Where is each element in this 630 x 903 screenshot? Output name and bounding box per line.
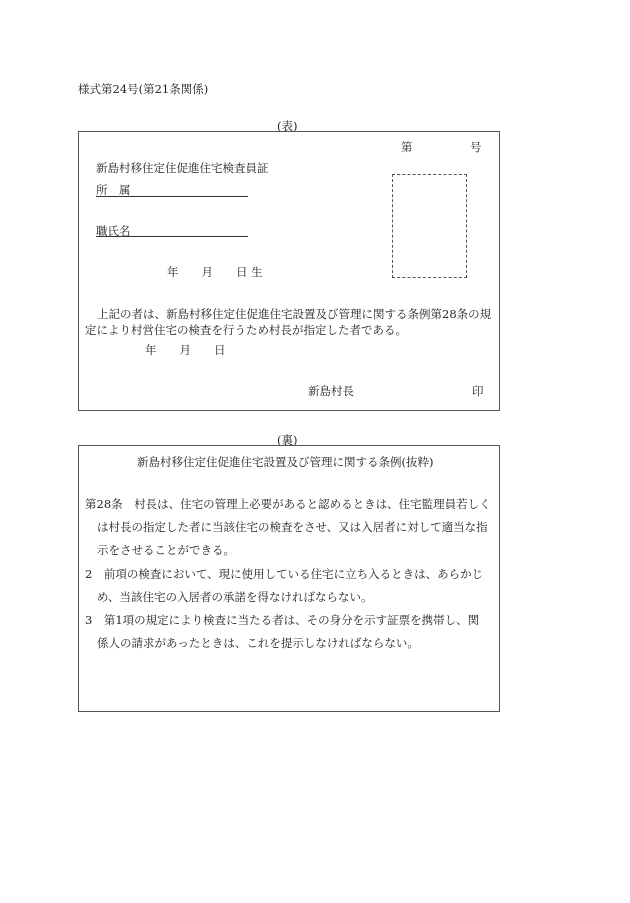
back-side-label: (裏): [277, 433, 298, 447]
paragraph-2-line-2: め、当該住宅の入居者の承諾を得なければならない。: [97, 590, 373, 604]
paragraph-2-line-1: 2 前項の検査において、現に使用している住宅に立ち入るときは、あらかじ: [85, 567, 484, 581]
card-title: 新島村移住定住促進住宅検査員証: [96, 161, 269, 175]
paragraph-3-line-2: 係人の請求があったときは、これを提示しなければならない。: [97, 636, 419, 650]
affiliation-label: 所 属: [96, 183, 131, 197]
issue-date: 年 月 日: [145, 343, 226, 357]
article-28-line-1: 第28条 村長は、住宅の管理上必要があると認めるときは、住宅監理員若しく: [85, 497, 491, 511]
article-28-line-2: は村長の指定した者に当該住宅の検査をさせ、又は入居者に対して適当な指: [97, 520, 488, 534]
name-label: 職氏名: [96, 224, 131, 238]
birth-date: 年 月 日 生: [167, 265, 263, 279]
front-side-label: (表): [277, 119, 298, 133]
front-card: [78, 131, 500, 411]
statement-line-2: 定により村営住宅の検査を行うため村長が指定した者である。: [85, 323, 407, 337]
article-28-line-3: 示をさせることができる。: [97, 543, 235, 557]
back-card: [78, 445, 500, 712]
issuer: 新島村長: [308, 384, 354, 398]
statement-line-1: 上記の者は、新島村移住定住促進住宅設置及び管理に関する条例第28条の規: [97, 307, 492, 321]
form-number-header: 様式第24号(第21条関係): [78, 82, 209, 96]
photo-placeholder: [392, 174, 467, 278]
ordinance-title: 新島村移住定住促進住宅設置及び管理に関する条例(抜粋): [137, 455, 434, 469]
seal-mark: 印: [472, 384, 484, 398]
affiliation-underline: [96, 196, 248, 197]
paragraph-3-line-1: 3 第1項の規定により検査に当たる者は、その身分を示す証票を携帯し、関: [85, 613, 480, 627]
name-underline: [96, 236, 248, 237]
number-suffix: 号: [470, 140, 482, 154]
number-prefix: 第: [401, 140, 413, 154]
